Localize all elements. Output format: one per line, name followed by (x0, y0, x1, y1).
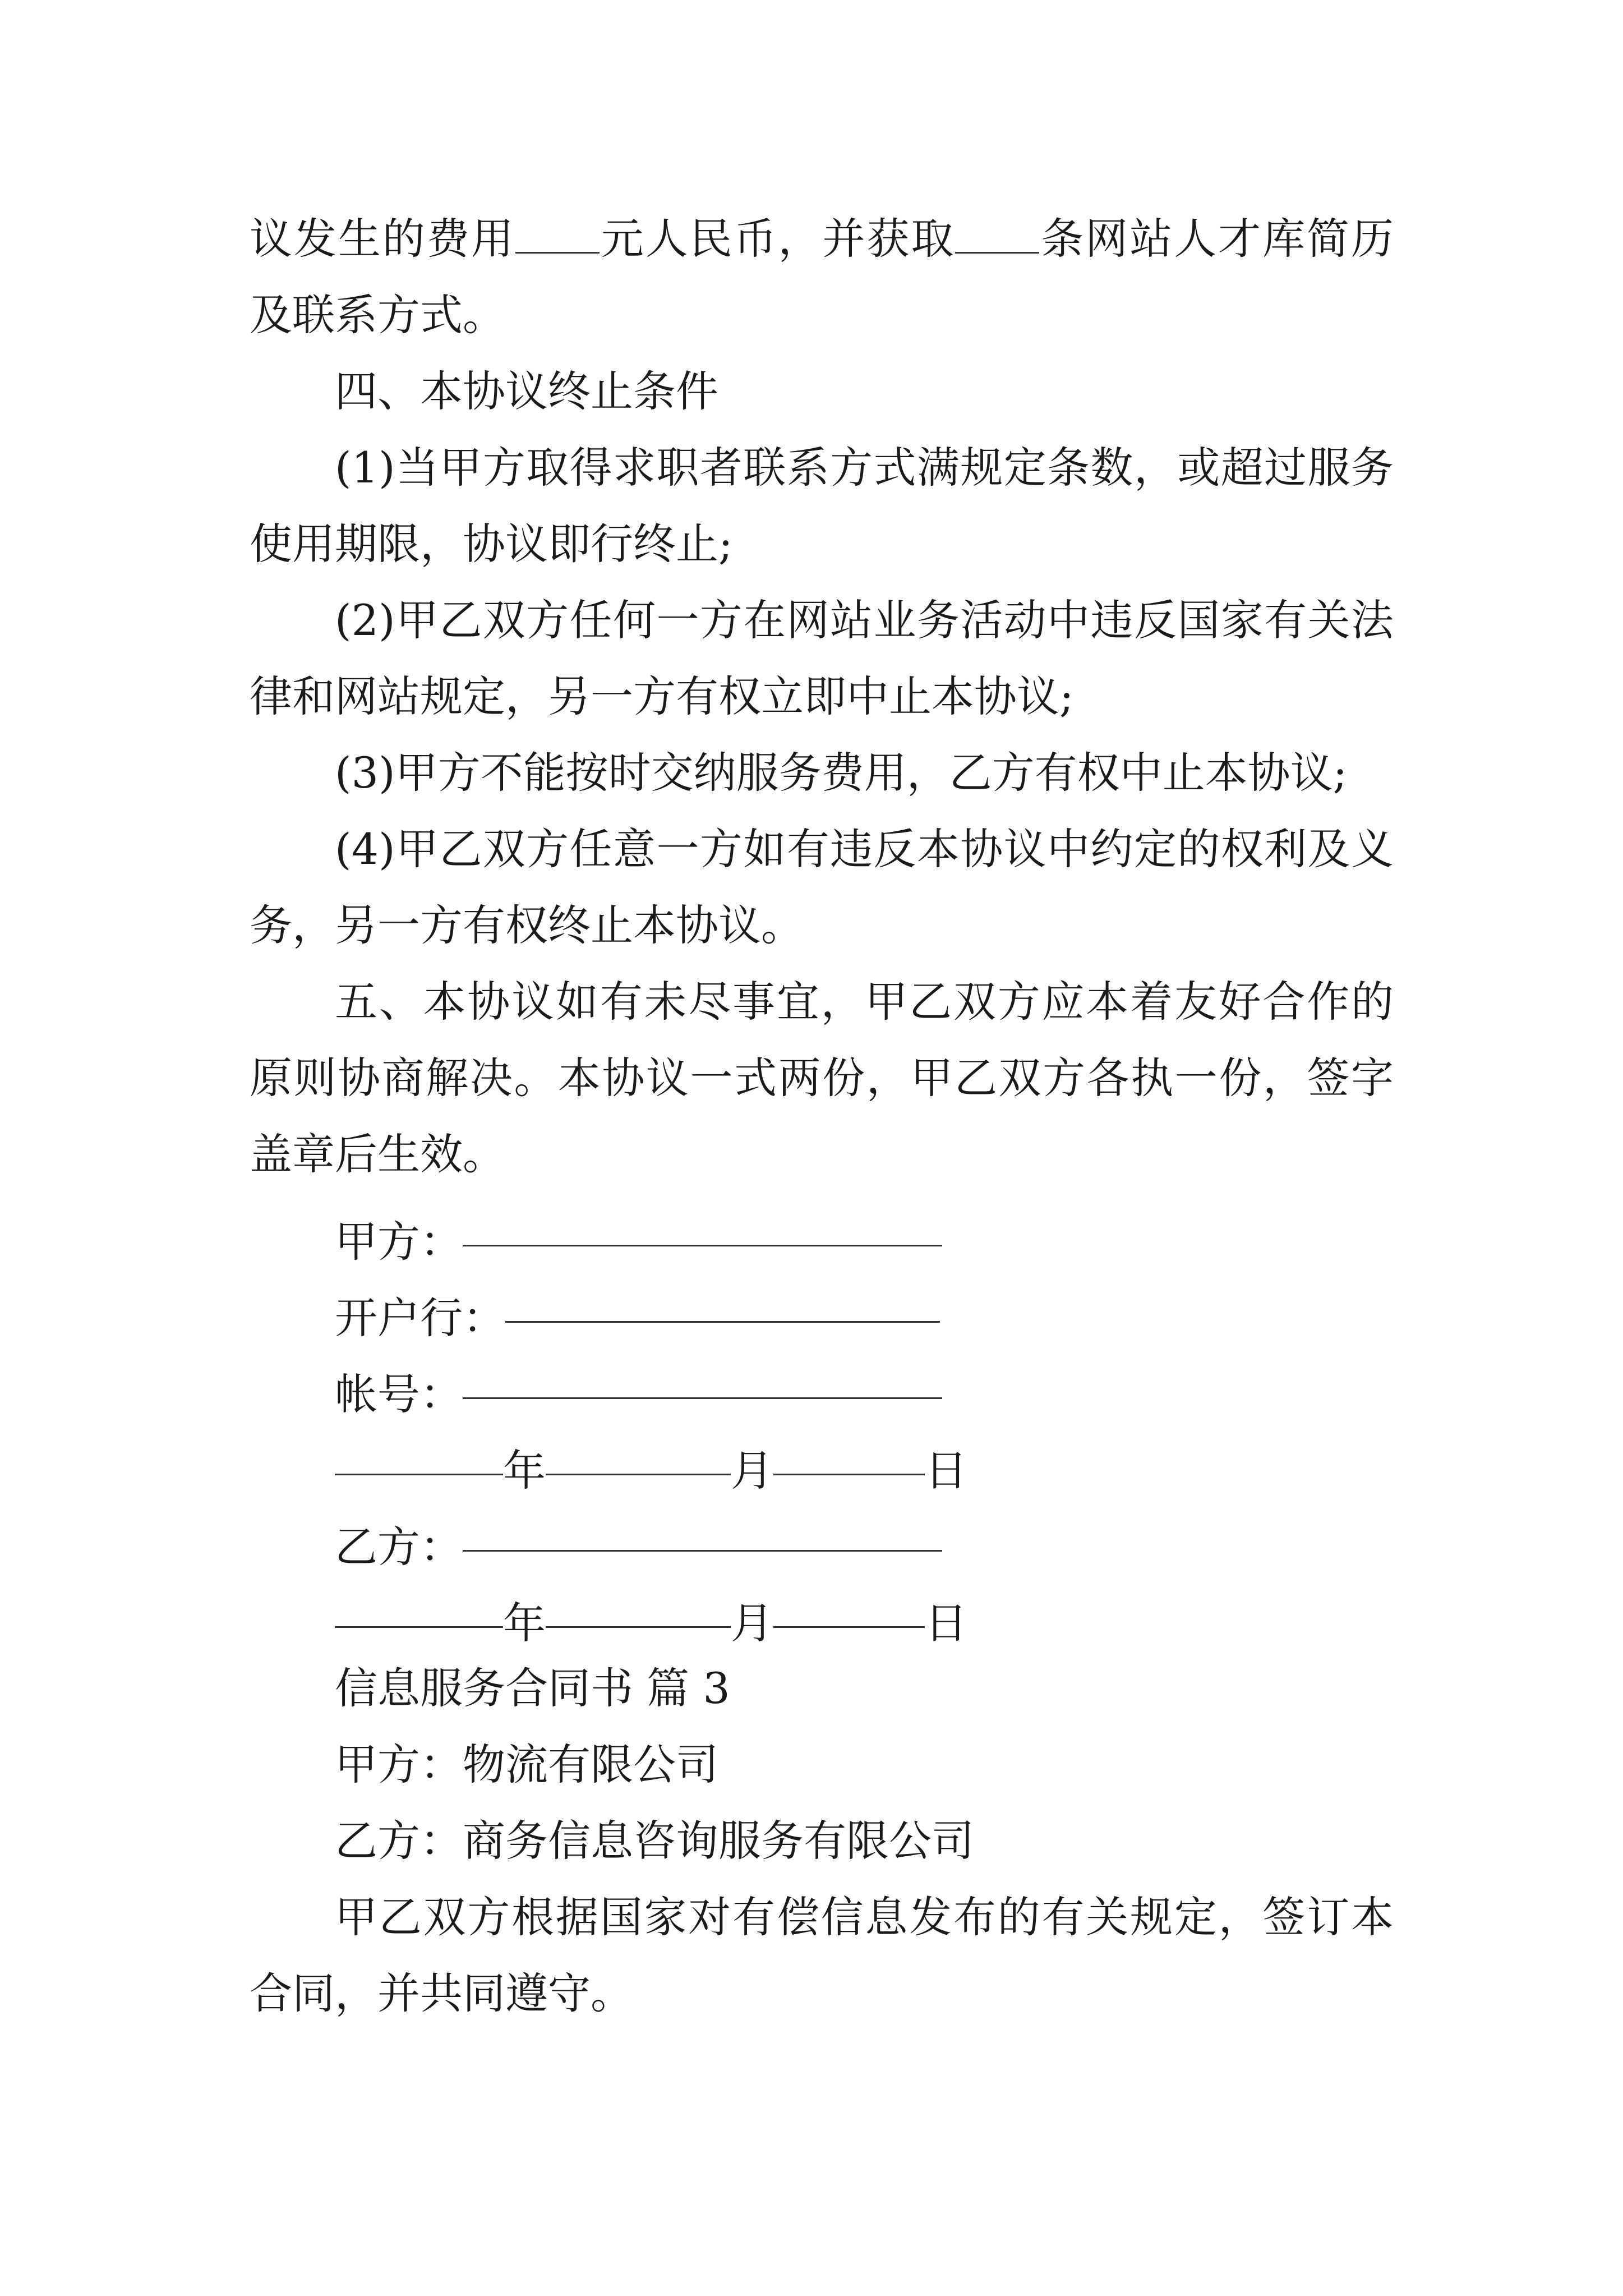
section-4-title: 四、本协议终止条件 (335, 366, 718, 416)
contract-3-intro: 甲乙双方根据国家对有偿信息发布的有关规定，签订本合同，并共同遵守。 (250, 1892, 1394, 2018)
party-a-month-blank[interactable] (546, 1474, 731, 1475)
party-a-blank[interactable] (463, 1245, 942, 1246)
day-label: 日 (925, 1598, 967, 1648)
day-label: 日 (925, 1446, 967, 1496)
bank-blank[interactable] (505, 1321, 940, 1323)
year-label: 年 (503, 1598, 546, 1648)
account-blank[interactable] (463, 1397, 942, 1399)
party-b-day-blank[interactable] (773, 1626, 925, 1628)
section-4-item-4: (4)甲乙双方任意一方如有违反本协议中约定的权利及义务，另一方有权终止本协议。 (250, 824, 1394, 950)
account-row (335, 1345, 1394, 1421)
year-label: 年 (503, 1446, 546, 1496)
fee-text-middle: 元人民币，并获取 (599, 214, 956, 264)
party-b-date-row (335, 1574, 1394, 1650)
account-label: 帐号： (335, 1369, 463, 1419)
party-a-day-blank[interactable] (773, 1474, 925, 1475)
party-b-blank[interactable] (463, 1550, 942, 1552)
document-body (250, 201, 1394, 2032)
fee-text-end: 条网站人才库简历及联系方式。 (250, 214, 1394, 340)
month-label: 月 (731, 1446, 773, 1496)
fee-paragraph (250, 201, 1394, 353)
party-b-signature-row (335, 1498, 1394, 1574)
party-b-label: 乙方： (335, 1522, 463, 1572)
section-4-item-1: (1)当甲方取得求职者联系方式满规定条数，或超过服务使用期限，协议即行终止; (250, 443, 1394, 569)
month-label: 月 (731, 1598, 773, 1648)
fee-text-start: 议发生的费用 (250, 214, 515, 264)
party-a-date-row (335, 1421, 1394, 1498)
resume-count-blank[interactable] (955, 241, 1039, 254)
fee-amount-blank[interactable] (515, 241, 600, 254)
contract-3-party-b: 乙方：商务信息咨询服务有限公司 (335, 1816, 974, 1866)
party-b-month-blank[interactable] (546, 1626, 731, 1628)
section-4-item-3: (3)甲方不能按时交纳服务费用，乙方有权中止本协议; (335, 748, 1348, 798)
party-b-year-blank[interactable] (335, 1626, 503, 1628)
section-4-item-2: (2)甲乙双方任何一方在网站业务活动中违反国家有关法律和网站规定，另一方有权立即中止本协议; (250, 595, 1394, 721)
bank-row (335, 1269, 1394, 1345)
section-5-paragraph: 五、本协议如有未尽事宜，甲乙双方应本着友好合作的原则协商解决。本协议一式两份，甲乙双方各执一份，签字盖章后生效。 (250, 977, 1394, 1179)
bank-label: 开户行： (335, 1293, 505, 1343)
contract-3-title: 信息服务合同书 篇 3 (335, 1663, 730, 1713)
party-a-signature-row (335, 1193, 1394, 1269)
party-a-year-blank[interactable] (335, 1474, 503, 1475)
contract-3-party-a: 甲方：物流有限公司 (335, 1740, 718, 1789)
party-a-label: 甲方： (335, 1217, 463, 1267)
